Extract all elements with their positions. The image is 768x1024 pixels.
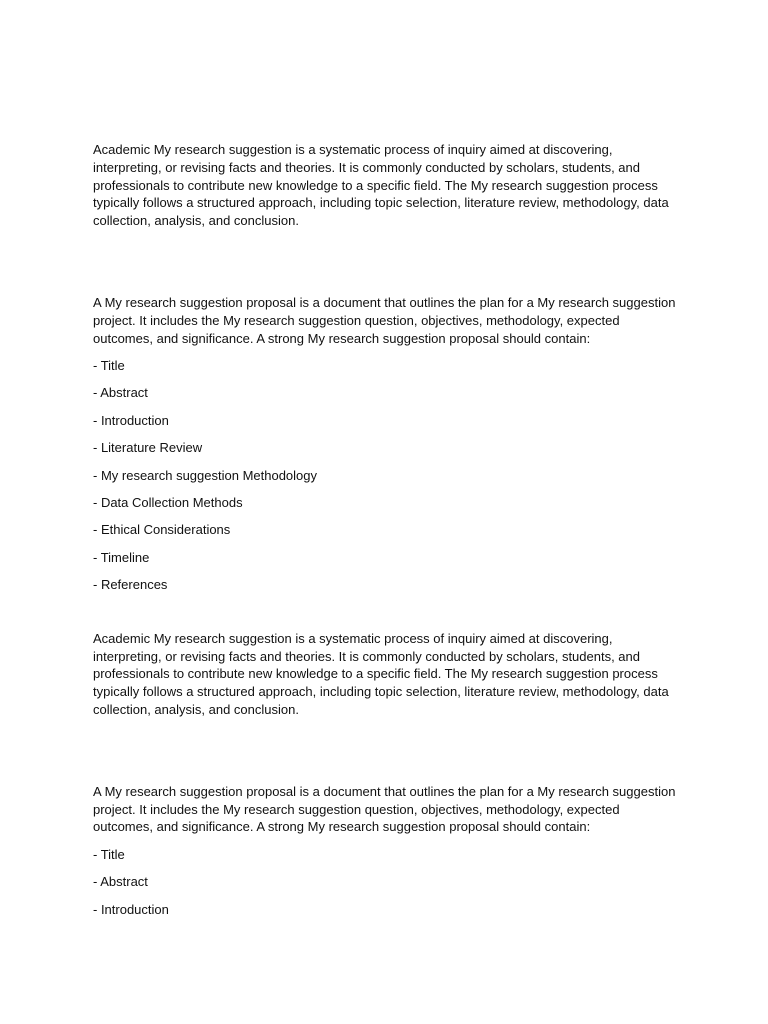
proposal-contents-list xyxy=(93,357,683,594)
list-spacer xyxy=(93,347,683,357)
list-item: - Timeline xyxy=(93,549,150,565)
list-item: - Ethical Considerations xyxy=(93,522,231,538)
proposal-contents-list-repeat xyxy=(93,846,683,919)
list-item: - My research suggestion Methodology xyxy=(93,467,318,483)
intro-paragraph-repeat: Academic My research suggestion is a systematic process of inquiry aimed at discovering, interpreting, or revising facts and theories. It is commonly conducted by scholars, students, and professionals to contribute new knowledge to a specific field. The My research suggestion process typically follows a structured approach, including topic selection, literature review, methodology, data collection, analysis, and conclusion. xyxy=(93,630,669,718)
list-item: - Abstract xyxy=(93,874,148,890)
list-item: - References xyxy=(93,577,168,593)
list-item: - Literature Review xyxy=(93,440,203,456)
list-item: - Title xyxy=(93,846,125,862)
paragraph-spacer xyxy=(93,230,683,294)
list-spacer xyxy=(93,836,683,846)
paragraph-spacer xyxy=(93,719,683,783)
proposal-paragraph: A My research suggestion proposal is a document that outlines the plan for a My research suggestion project. It includes the My research suggestion question, objectives, methodology, expected outcomes, and significance. A strong My research suggestion proposal should contain: xyxy=(93,294,676,346)
list-item: - Introduction xyxy=(93,412,169,428)
list-item: - Introduction xyxy=(93,901,169,917)
intro-paragraph: Academic My research suggestion is a systematic process of inquiry aimed at discovering, interpreting, or revising facts and theories. It is commonly conducted by scholars, students, and professionals to contribute new knowledge to a specific field. The My research suggestion process typically follows a structured approach, including topic selection, literature review, methodology, data collection, analysis, and conclusion. xyxy=(93,142,669,229)
list-item: - Title xyxy=(93,357,125,373)
document-body xyxy=(93,141,683,918)
list-item: - Abstract xyxy=(93,385,148,401)
paragraph-spacer xyxy=(93,594,683,630)
list-item: - Data Collection Methods xyxy=(93,494,243,510)
proposal-paragraph-repeat: A My research suggestion proposal is a document that outlines the plan for a My research suggestion project. It includes the My research suggestion question, objectives, methodology, expected outcomes, and significance. A strong My research suggestion proposal should contain: xyxy=(93,783,676,835)
